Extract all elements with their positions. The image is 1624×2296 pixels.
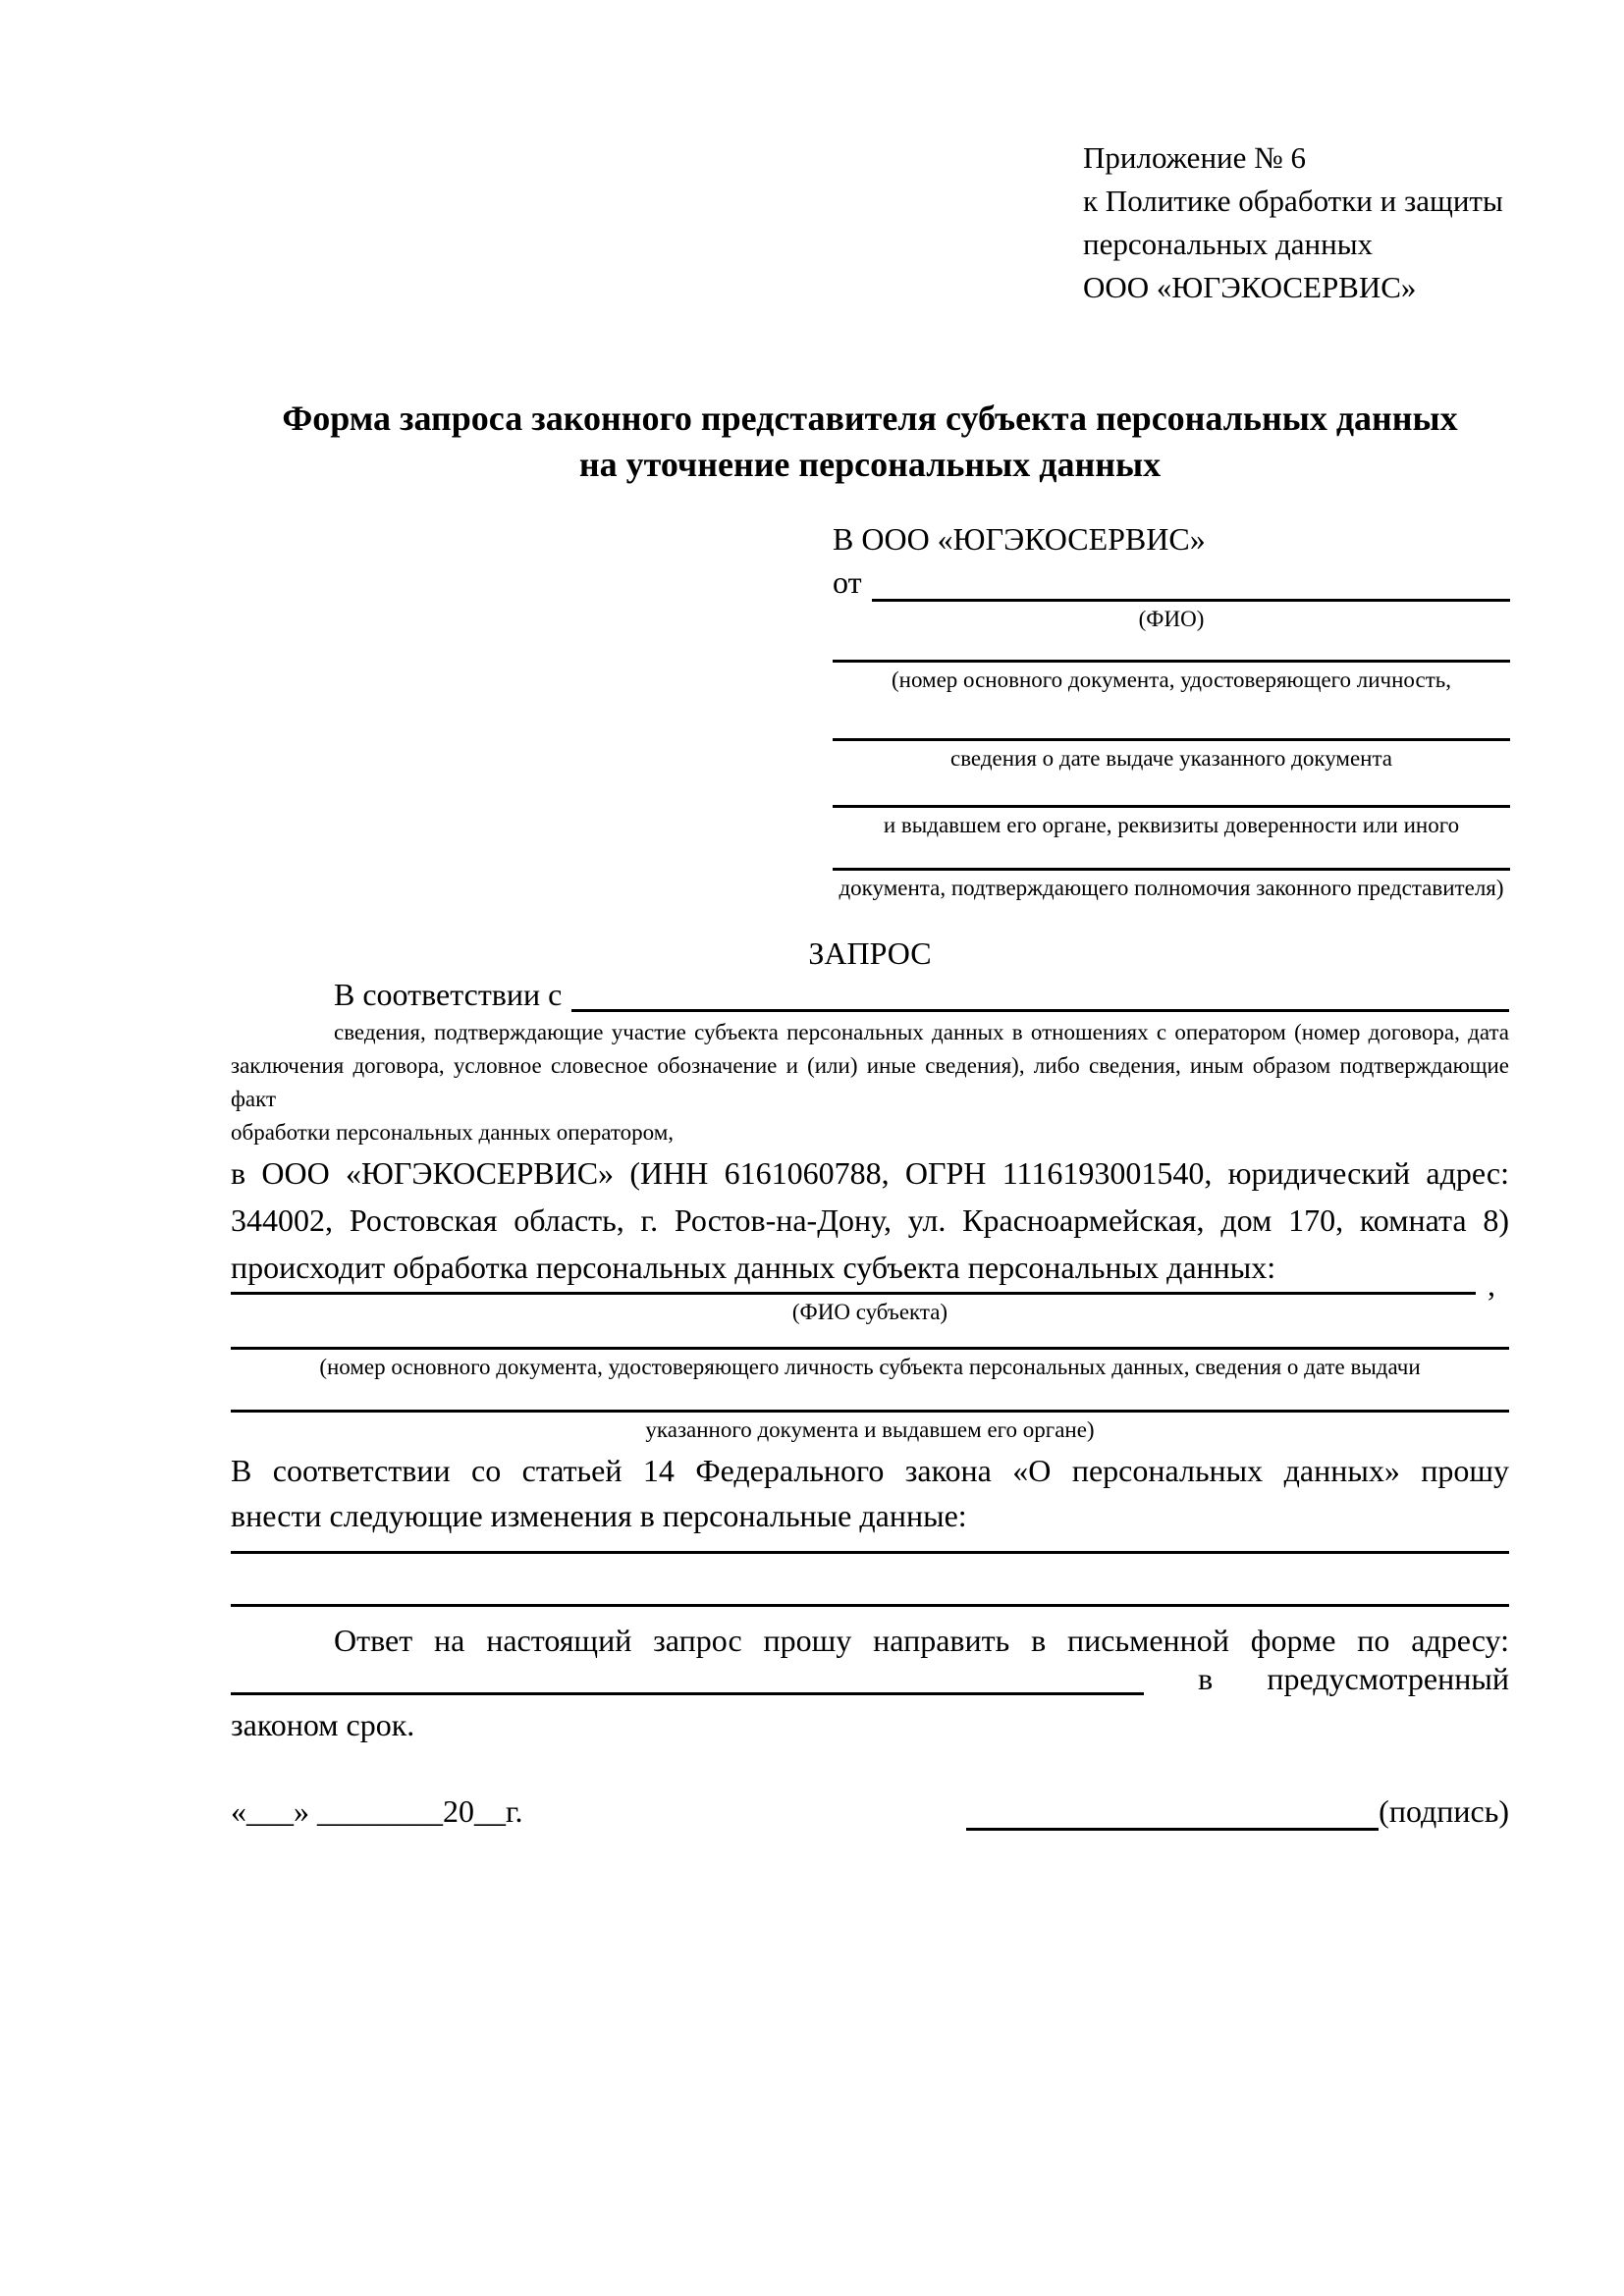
annex-line-4: ООО «ЮГЭКОСЕРВИС»: [1083, 270, 1417, 304]
title-line-1: Форма запроса законного представителя субъекта персональных данных: [282, 399, 1458, 438]
from-row: [833, 562, 1510, 602]
basis-note: [231, 1016, 1509, 1149]
date-signature-row: [231, 1791, 1509, 1831]
annex-line-2: к Политике обработки и защиты: [1083, 184, 1503, 218]
subject-doc-caption-1: (номер основного документа, удостоверяющего личность субъекта персональных данных, сведения о дате выдачи: [319, 1355, 1421, 1379]
operator-line-3: происходит обработка персональных данных субъекта персональных данных:: [231, 1250, 1276, 1285]
date-line: «___» ________20__г.: [231, 1793, 523, 1829]
annex-line-1: Приложение № 6: [1083, 140, 1306, 175]
subject-doc-caption-2: указанного документа и выдавшем его органе): [645, 1417, 1095, 1442]
id-doc-blank-line-2: [833, 696, 1510, 741]
note-line-1: сведения, подтверждающие участие субъекта персональных данных в отношениях с оператором (номер договора, дата: [334, 1020, 1509, 1044]
reply-paragraph-tail: законом срок.: [231, 1707, 415, 1742]
title-line-2: на уточнение персональных данных: [578, 445, 1162, 484]
id-doc-caption-1: (номер основного документа, удостоверяющего личность,: [891, 667, 1451, 692]
operator-line-1: в ООО «ЮГЭКОСЕРВИС» (ИНН 6161060788, ОГРН 1116193001540, юридический адрес:: [231, 1155, 1509, 1191]
signature-group: [966, 1791, 1509, 1831]
annex-block: [1083, 136, 1509, 309]
basis-row: [231, 977, 1509, 1012]
addressee-block: [833, 519, 1510, 904]
id-doc-caption-3: и выдавшем его органе, реквизиты доверенности или иного: [883, 813, 1460, 837]
annex-line-3: персональных данных: [1083, 227, 1374, 261]
id-doc-blank-line-3: [833, 774, 1510, 808]
fio-caption: (ФИО): [1138, 607, 1205, 631]
law-line-2: внести следующие изменения в персональные данные:: [231, 1498, 967, 1533]
addressee-to: В ООО «ЮГЭКОСЕРВИС»: [833, 521, 1206, 557]
request-heading: ЗАПРОС: [808, 935, 932, 971]
document-title: [231, 396, 1509, 488]
basis-label: В соответствии с: [334, 977, 563, 1012]
id-doc-blank-line-4: [833, 841, 1510, 871]
changes-blank-line-2: [231, 1554, 1509, 1607]
changes-blank-line-1: [231, 1538, 1509, 1554]
signature-blank-line: [966, 1807, 1379, 1831]
operator-paragraph: [231, 1149, 1509, 1291]
subject-line-comma: ,: [1488, 1267, 1495, 1303]
fio-blank-line: [872, 568, 1510, 602]
law-paragraph: [231, 1448, 1509, 1538]
signature-caption: (подпись): [1379, 1793, 1509, 1829]
law-line-1: В соответствии со статьей 14 Федерального закона «О персональных данных» прошу: [231, 1453, 1509, 1488]
subject-fio-blank-line: [231, 1292, 1476, 1295]
address-blank-line: [231, 1674, 1144, 1695]
id-doc-blank-line-1: [833, 635, 1510, 663]
note-line-3: обработки персональных данных оператором,: [231, 1120, 674, 1145]
subject-doc-blank-line-2: [231, 1383, 1509, 1413]
reply-address-row: [231, 1662, 1509, 1695]
reply-word-predusmotrennyj: предусмотренный: [1267, 1661, 1509, 1696]
operator-line-2: 344002, Ростовская область, г. Ростов-на-Дону, ул. Красноармейская, дом 170, комната 8): [231, 1202, 1509, 1238]
subject-fio-caption: (ФИО субъекта): [791, 1300, 948, 1324]
id-doc-caption-2: сведения о дате выдаче указанного документа: [949, 746, 1393, 771]
reply-word-v: в: [1198, 1661, 1214, 1696]
from-label: от: [833, 564, 862, 600]
subject-doc-blank-line-1: [231, 1328, 1509, 1350]
reply-paragraph-line-1: Ответ на настоящий запрос прошу направить в письменной форме по адресу:: [334, 1623, 1509, 1658]
note-line-2: заключения договора, условное словесное обозначение и (или) иные сведения), либо сведения, иным образом подтверждающие факт: [231, 1053, 1509, 1111]
id-doc-caption-4: документа, подтверждающего полномочия законного представителя): [839, 876, 1504, 900]
basis-blank-line: [571, 979, 1509, 1012]
